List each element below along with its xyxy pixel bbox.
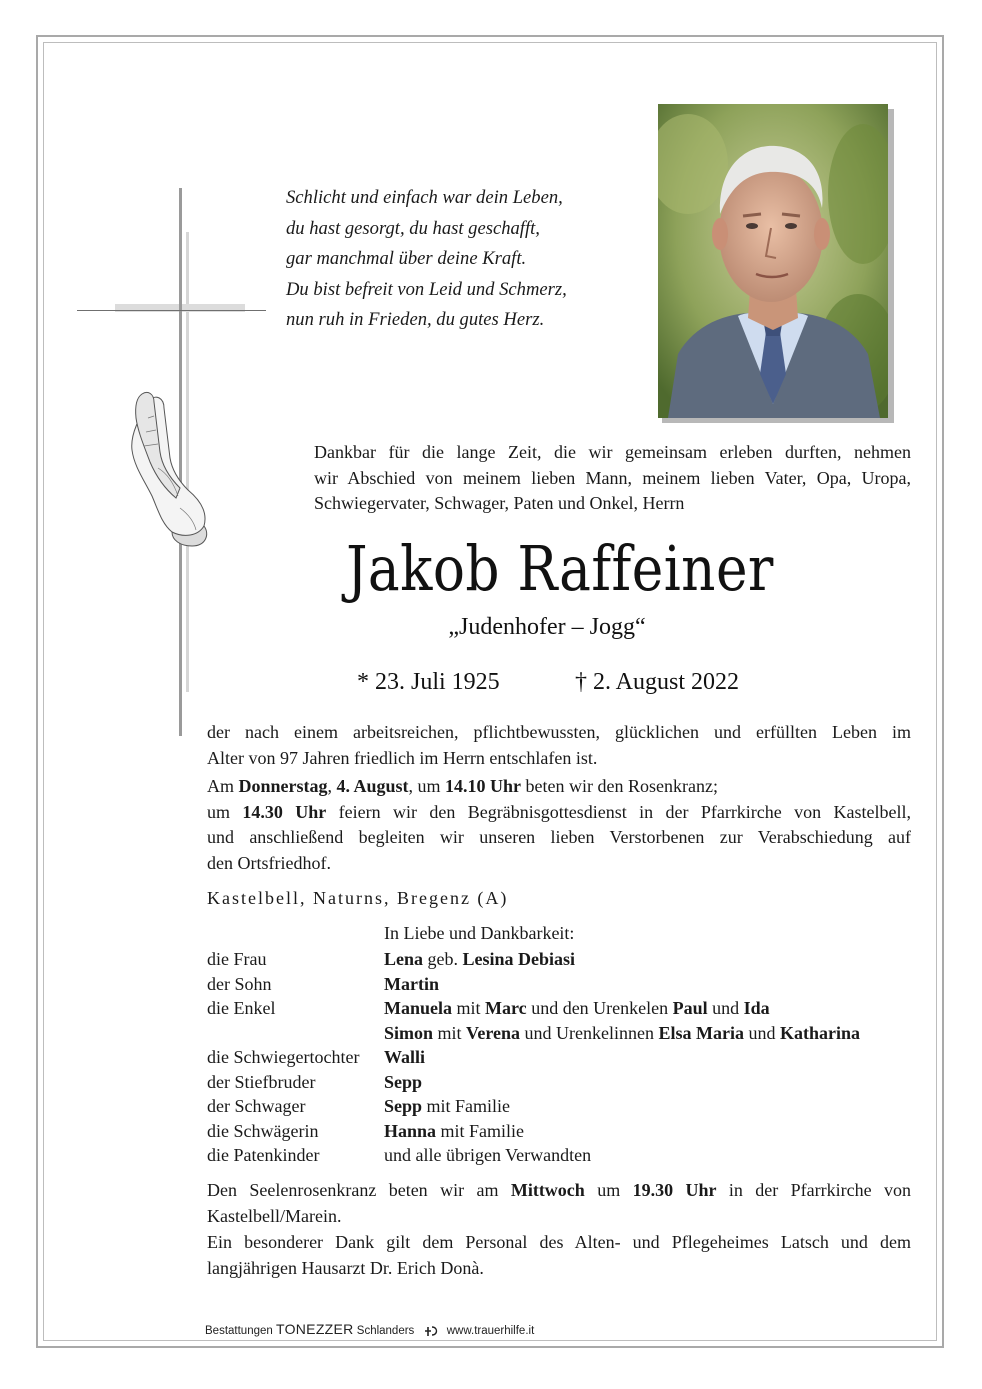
mourner-names: Manuela mit Marc und den Urenkelen Paul und Ida (384, 998, 770, 1018)
mourner-row (207, 1021, 917, 1046)
verse-line: Du bist befreit von Leid und Schmerz, (286, 278, 567, 300)
thanks-line: Ein besonderer Dank gilt dem Personal des Alten- und Pflegeheimes Latsch und dem (207, 1232, 911, 1252)
memorial-verse (286, 183, 656, 336)
verse-line: nun ruh in Frieden, du gutes Herz. (286, 309, 545, 330)
mourners-title: In Liebe und Dankbarkeit: (384, 923, 575, 943)
intro-line: Dankbar für die lange Zeit, die wir gemeinsam erleben durften, nehmen (314, 442, 911, 462)
rosary-line: Kastelbell/Marein. (207, 1205, 342, 1226)
mourner-role: die Frau (207, 949, 267, 969)
verse-line: du hast gesorgt, du hast geschafft, (286, 217, 540, 239)
rosary-paragraph (207, 1178, 911, 1229)
mourner-role: der Sohn (207, 973, 272, 994)
funeral-line: um 14.30 Uhr feiern wir den Begräbnisgottesdienst in der Pfarrkirche von Kastelbell, (207, 801, 912, 822)
thanks-paragraph (207, 1230, 911, 1281)
mourner-role: die Enkel (207, 998, 276, 1018)
mourner-row (207, 1119, 917, 1144)
funeral-home-footer (205, 1321, 534, 1338)
death-date: † 2. August 2022 (575, 669, 740, 695)
mourner-names: Sepp (384, 1071, 423, 1092)
mourner-names: Walli (384, 1047, 426, 1067)
cross-horizontal-bar (77, 310, 266, 311)
mourner-row (207, 1094, 917, 1119)
deceased-name: Jakob Raffeiner (346, 532, 774, 605)
mourner-row (207, 1045, 917, 1070)
mourner-names: Simon mit Verena und Urenkelinnen Elsa Maria und Katharina (384, 1022, 861, 1043)
mourner-role: die Patenkinder (207, 1145, 320, 1165)
places: Kastelbell, Naturns, Bregenz (A) (207, 888, 509, 908)
mourner-row (207, 1143, 917, 1168)
life-line: Alter von 97 Jahren friedlich im Herrn entschlafen ist. (207, 747, 598, 768)
mourner-row (207, 996, 917, 1021)
footer-suffix: Schlanders (353, 1325, 415, 1337)
mourners-list (207, 947, 917, 1168)
footer-prefix: Bestattungen (205, 1325, 276, 1337)
verse-line: gar manchmal über deine Kraft. (286, 248, 527, 269)
mourner-row (207, 972, 917, 997)
trauerhilfe-logo-icon (422, 1324, 440, 1338)
mourner-names: und alle übrigen Verwandten (384, 1145, 592, 1165)
funeral-line: Am Donnerstag, 4. August, um 14.10 Uhr beten wir den Rosenkranz; (207, 776, 718, 796)
life-paragraph (207, 720, 911, 771)
mourner-names: Sepp mit Familie (384, 1096, 511, 1116)
mourner-role: die Schwägerin (207, 1120, 319, 1141)
rosary-line: Den Seelenrosenkranz beten wir am Mittwoch um 19.30 Uhr in der Pfarrkirche von (207, 1180, 911, 1200)
birth-date: * 23. Juli 1925 (357, 669, 500, 695)
thanks-line: langjährigen Hausarzt Dr. Erich Donà. (207, 1257, 484, 1278)
nickname: „Judenhofer – Jogg“ (448, 614, 646, 640)
mourner-role: der Stiefbruder (207, 1071, 316, 1092)
mourner-row (207, 947, 917, 972)
mourner-role: der Schwager (207, 1096, 306, 1116)
mourner-names: Lena geb. Lesina Debiasi (384, 949, 576, 969)
mourner-role: die Schwiegertochter (207, 1047, 360, 1067)
intro-line: wir Abschied von meinem lieben Mann, meinem lieben Vater, Opa, Uropa, (314, 467, 911, 488)
portrait-photo (658, 104, 888, 418)
funeral-line: den Ortsfriedhof. (207, 852, 331, 873)
funeral-paragraph (207, 774, 911, 876)
life-line: der nach einem arbeitsreichen, pflichtbewussten, glücklichen und erfüllten Leben im (207, 722, 911, 742)
mourner-names: Hanna mit Familie (384, 1120, 525, 1141)
praying-hands-icon (118, 388, 218, 548)
mourner-names: Martin (384, 973, 439, 994)
intro-line: Schwiegervater, Schwager, Paten und Onkel, Herrn (314, 493, 685, 513)
verse-line: Schlicht und einfach war dein Leben, (286, 187, 563, 208)
footer-url[interactable]: www.trauerhilfe.it (446, 1325, 535, 1337)
mourner-row (207, 1070, 917, 1095)
footer-brand: TONEZZER (275, 1321, 354, 1337)
intro-paragraph (314, 440, 911, 517)
funeral-line: und anschließend begleiten wir unseren lieben Verstorbenen zur Verabschiedung auf (207, 827, 911, 847)
